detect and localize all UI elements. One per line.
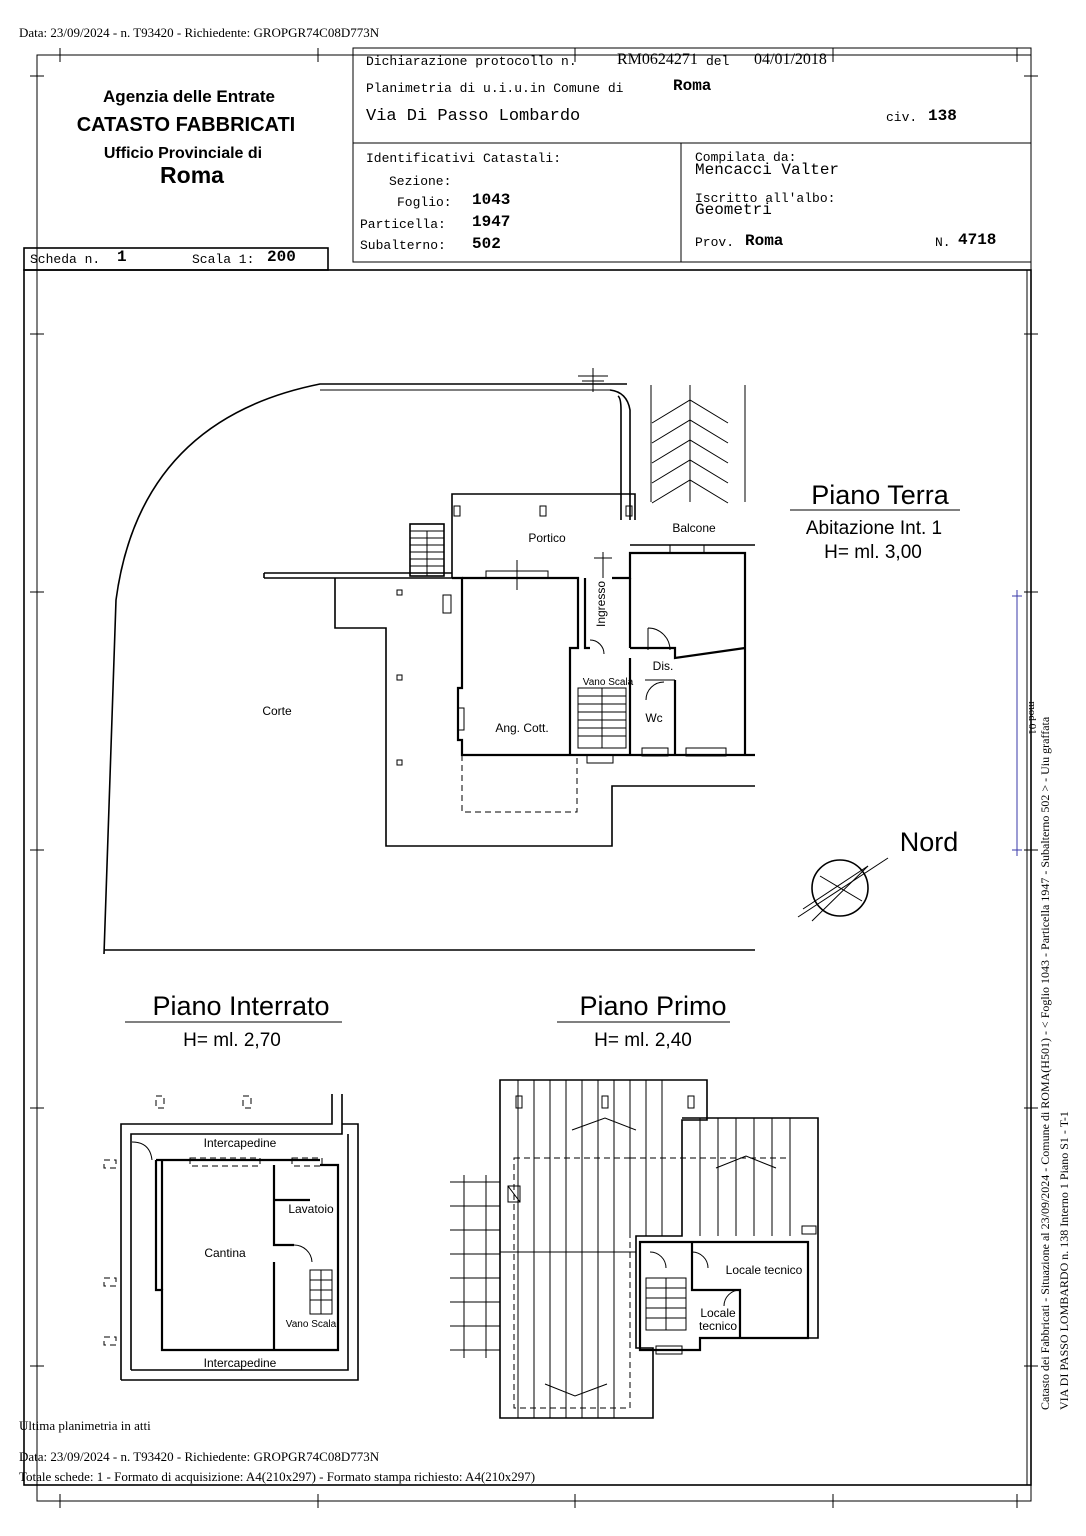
prov-label: Prov.	[695, 235, 735, 250]
blue-stamp-text: mod 01	[1026, 701, 1038, 735]
piano-interrato-title: Piano Interrato	[152, 991, 330, 1021]
scala-value: 200	[267, 248, 296, 266]
room-vano-scala: Vano Scala	[582, 677, 634, 688]
albo-value: Geometri	[695, 201, 772, 219]
planimetria-comune: Roma	[673, 77, 712, 95]
footer-data-line: Data: 23/09/2024 - n. T93420 - Richiedente: GROPGR74C08D773N	[19, 1449, 380, 1464]
north-arrow-icon	[798, 858, 888, 921]
piano-terra-height: H= ml. 3,00	[824, 542, 922, 563]
piano-interrato-height: H= ml. 2,70	[183, 1030, 281, 1051]
declaration-date: 04/01/2018	[754, 51, 827, 68]
piano-primo-plan	[450, 1080, 818, 1418]
room-intercapedine-bottom: Intercapedine	[203, 1356, 277, 1370]
subalterno-value: 502	[472, 235, 501, 253]
room-ang-cott: Ang. Cott.	[495, 721, 549, 735]
piano-primo-title: Piano Primo	[579, 991, 727, 1021]
north-label: Nord	[899, 827, 959, 857]
room-corte: Corte	[262, 704, 292, 718]
piano-terra-title: Piano Terra	[811, 480, 949, 510]
scala-label: Scala 1:	[192, 252, 255, 267]
side-line-1: Catasto dei Fabbricati - Situazione al 23/09/2024 - Comune di ROMA(H501) - < Foglio 1043 - Particella 1947 - Subalterno 502 > - Uiu graffata	[1038, 716, 1052, 1410]
room-intercapedine-top: Intercapedine	[203, 1136, 277, 1150]
piano-terra-plan	[104, 368, 755, 954]
albo-label: Iscritto all'albo:	[695, 191, 836, 206]
compiler-block	[695, 150, 996, 250]
particella-value: 1947	[472, 213, 511, 231]
room-lavatoio: Lavatoio	[288, 1202, 334, 1216]
foglio-label: Foglio:	[397, 195, 452, 210]
declaration-number: RM0624271	[617, 51, 698, 68]
drawing-frame	[24, 270, 1031, 1485]
n-label: N.	[935, 235, 951, 250]
planimetria-label: Planimetria di u.i.u.in Comune di	[366, 81, 624, 96]
piano-primo-height: H= ml. 2,40	[594, 1030, 692, 1051]
sezione-label: Sezione:	[389, 174, 452, 189]
agency-block	[77, 87, 296, 188]
room-ingresso: Ingresso	[594, 580, 608, 628]
ufficio-label: Ufficio Provinciale di	[103, 145, 263, 162]
room-balcone: Balcone	[672, 521, 716, 535]
header-line: Data: 23/09/2024 - n. T93420 - Richiedente: GROPGR74C08D773N	[19, 25, 380, 40]
foglio-value: 1043	[472, 191, 511, 209]
footer-ultima: Ultima planimetria in atti	[19, 1418, 151, 1433]
footer-totale-line: Totale schede: 1 - Formato di acquisizione: A4(210x297) - Formato stampa richiesto: A4(210x297)	[19, 1469, 536, 1484]
particella-label: Particella:	[360, 217, 446, 232]
agency-name: Agenzia delle Entrate	[103, 87, 275, 106]
blue-stamp-marker	[1012, 590, 1038, 856]
identificativi-title: Identificativi Catastali:	[366, 151, 562, 166]
room-portico: Portico	[528, 531, 566, 545]
room-wc: Wc	[645, 711, 663, 725]
ufficio-city: Roma	[160, 162, 224, 188]
room-dis: Dis.	[652, 659, 674, 673]
declaration-del-label: del	[706, 54, 730, 69]
side-line-2: VIA DI PASSO LOMBARDO n. 138 Interno 1 Piano S1 - T-1	[1057, 1111, 1071, 1410]
piano-terra-subtitle: Abitazione Int. 1	[805, 518, 943, 539]
catasto-title: CATASTO FABBRICATI	[76, 114, 296, 136]
scheda-label: Scheda n.	[30, 252, 101, 267]
identificativi-block	[360, 151, 561, 253]
room-cantina: Cantina	[204, 1246, 246, 1260]
subalterno-label: Subalterno:	[360, 238, 446, 253]
piano-interrato-plan	[104, 1094, 358, 1380]
room-vano-scala-s1: Vano Scala	[285, 1319, 337, 1330]
n-value: 4718	[958, 231, 997, 249]
compiler-label: Compilata da:	[695, 150, 797, 165]
prov-value: Roma	[745, 232, 784, 250]
declaration-label: Dichiarazione protocollo n.	[366, 54, 577, 69]
room-locale-tecnico-2a: Locale	[700, 1306, 736, 1320]
civ-label: civ.	[886, 110, 918, 125]
scheda-number: 1	[117, 248, 127, 266]
civ-number: 138	[928, 107, 957, 125]
room-locale-tecnico-2b: tecnico	[698, 1319, 738, 1333]
address-street: Via Di Passo Lombardo	[366, 107, 581, 126]
room-locale-tecnico-1: Locale tecnico	[725, 1263, 803, 1277]
compiler-name: Mencacci Valter	[695, 161, 840, 179]
